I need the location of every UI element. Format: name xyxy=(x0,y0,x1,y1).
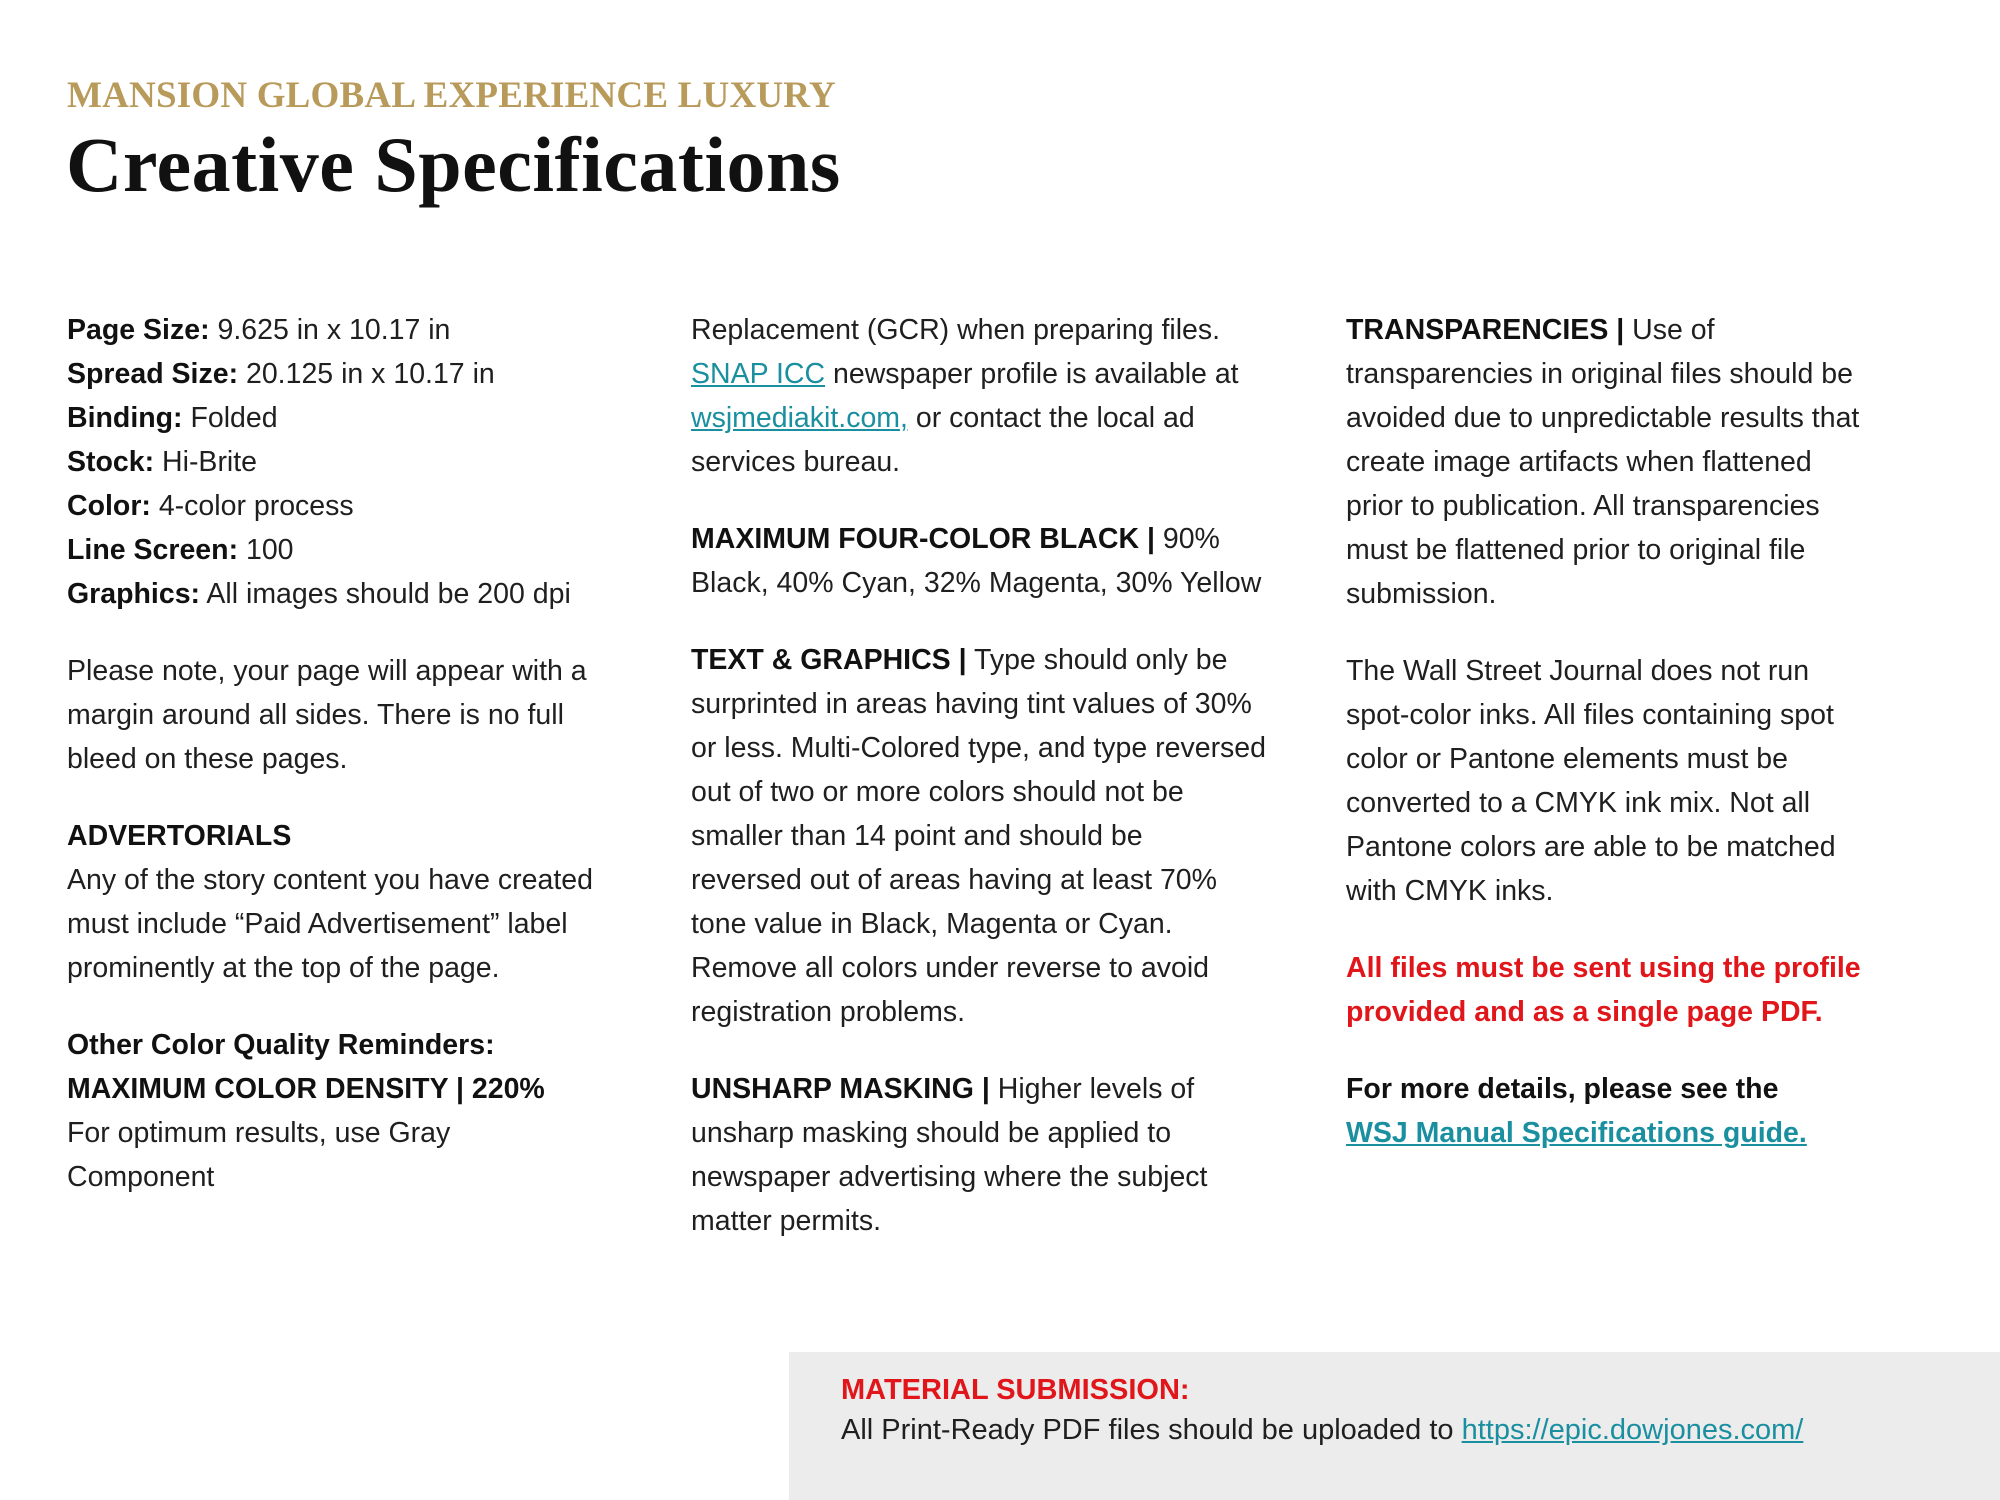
spec-stock: Stock: Hi-Brite xyxy=(67,446,258,478)
spec-page-size: Page Size: 9.625 in x 10.17 in xyxy=(67,314,451,346)
spec-binding: Binding: Folded xyxy=(67,402,278,434)
advertorials-heading: ADVERTORIALS xyxy=(67,820,292,852)
spec-list xyxy=(67,308,647,616)
spec-spread-size: Spread Size: 20.125 in x 10.17 in xyxy=(67,358,495,390)
spec-graphics: Graphics: All images should be 200 dpi xyxy=(67,578,571,610)
epic-dowjones-link[interactable]: https://epic.dowjones.com/ xyxy=(1461,1414,1804,1446)
submission-title: MATERIAL SUBMISSION: xyxy=(841,1374,1190,1406)
transparencies-heading: TRANSPARENCIES | xyxy=(1346,314,1625,346)
reminders-heading: Other Color Quality Reminders: xyxy=(67,1029,495,1061)
submission-body: All Print-Ready PDF files should be uploaded to https://epic.dowjones.com/ xyxy=(841,1414,1804,1446)
eyebrow-heading: MANSION GLOBAL EXPERIENCE LUXURY xyxy=(67,75,836,116)
profile-warning: All files must be sent using the profile provided and as a single page PDF. xyxy=(1346,952,1861,1028)
unsharp-masking-heading: UNSHARP MASKING | xyxy=(691,1073,990,1105)
snap-icc-link[interactable]: SNAP ICC xyxy=(691,358,826,390)
column-left xyxy=(67,308,647,1232)
spot-color-section: The Wall Street Journal does not run spot-color inks. All files containing spot color or Pantone elements must be converted to a CMYK ink mix. Not all Pantone colors are able to be matched with CMYK inks. xyxy=(1346,655,1836,907)
wsjmediakit-link[interactable]: wsjmediakit.com, xyxy=(691,402,908,434)
advertorials-section: ADVERTORIALS Any of the story content you have created must include “Paid Advertisement” label prominently at the top of the page. xyxy=(67,820,593,984)
text-graphics-section: TEXT & GRAPHICS | Type should only be surprinted in areas having tint values of 30% or less. Multi-Colored type, and type reversed out of two or more colors should not be smaller than 14 point and should be reversed out of areas having at least 70% tone value in Black, Magenta or Cyan. Remove all colors under reverse to avoid registration problems. xyxy=(691,644,1267,1028)
wsj-manual-guide-link[interactable]: WSJ Manual Specifications guide. xyxy=(1346,1117,1807,1149)
column-right xyxy=(1346,308,1906,1188)
details-section: For more details, please see the WSJ Manual Specifications guide. xyxy=(1346,1073,1807,1149)
margin-note: Please note, your page will appear with a margin around all sides. There is no full bleed on these pages. xyxy=(67,655,587,775)
page-title: Creative Specifications xyxy=(66,121,841,208)
spec-line-screen: Line Screen: 100 xyxy=(67,534,294,566)
four-color-black-heading: MAXIMUM FOUR-COLOR BLACK | xyxy=(691,523,1155,555)
material-submission-box xyxy=(789,1352,2000,1500)
column-middle xyxy=(691,308,1291,1276)
gcr-section: Replacement (GCR) when preparing files. SNAP ICC newspaper profile is available at wsjmediakit.com, or contact the local ad services bureau. xyxy=(691,314,1239,478)
transparencies-section: TRANSPARENCIES | Use of transparencies in original files should be avoided due to unpredictable results that create image artifacts when flattened prior to publication. All transparencies must be flattened prior to original file submission. xyxy=(1346,314,1860,610)
reminders-section: Other Color Quality Reminders: MAXIMUM COLOR DENSITY | 220% For optimum results, use Gray Component xyxy=(67,1029,545,1193)
spec-color: Color: 4-color process xyxy=(67,490,354,522)
density-heading: MAXIMUM COLOR DENSITY | 220% xyxy=(67,1073,545,1105)
unsharp-masking-section: UNSHARP MASKING | Higher levels of unsharp masking should be applied to newspaper advertising where the subject matter permits. xyxy=(691,1073,1208,1237)
four-color-black-section: MAXIMUM FOUR-COLOR BLACK | 90% Black, 40% Cyan, 32% Magenta, 30% Yellow xyxy=(691,523,1262,599)
text-graphics-heading: TEXT & GRAPHICS | xyxy=(691,644,967,676)
